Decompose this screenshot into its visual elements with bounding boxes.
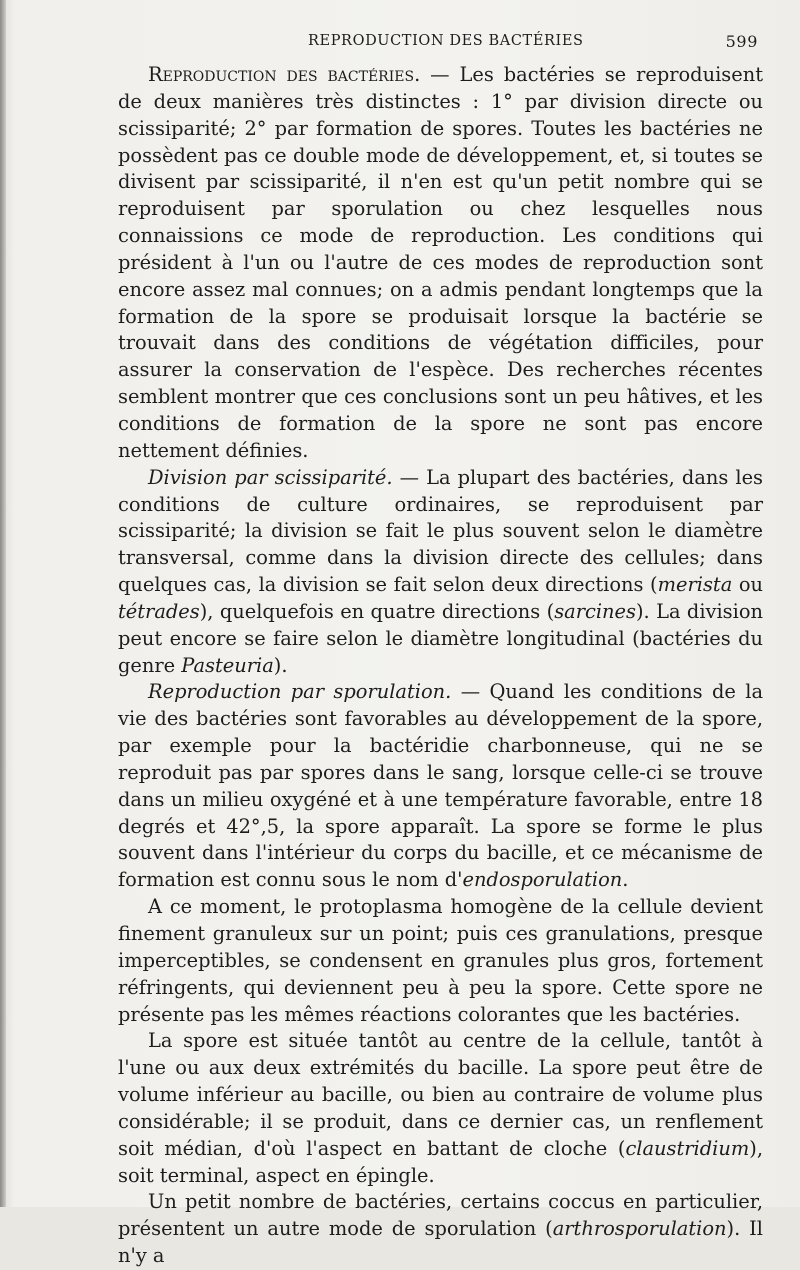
paragraph-text: La spore est située tantôt au centre de la cellule, tantôt à l'une ou aux deux extrémités du bacille. La spore peut être de volume inférieur au bacille, ou bien au contraire de volume plus considérable; il se produit, dans ce dernier cas, un renflement soit médian, d'où l'aspect en battant de cloche ( xyxy=(118,1029,763,1160)
paragraph-text: — Les bactéries se reproduisent de deux manières très distinctes : 1° par division directe ou scissiparité; 2° par formation de spores. Toutes les bactéries ne possèdent pas ce double mode de développement, et, si toutes se divisent par scissiparité, il n'en est qu'un petit nombre qui se reproduisent par sporulation ou chez lesquelles nous connaissions ce mode de reproduction. Les conditions qui président à l'un ou l'autre de ces modes de reproduction sont encore assez mal connues; on a admis pendant longtemps que la formation de la spore se produisait lorsque la bactérie se trouvait dans des conditions de végétation difficiles, pour assurer la conservation de l'espèce. Des recherches récentes semblent montrer que ces conclusions sont un peu hâtives, et les conditions de formation de la spore ne sont pas encore nettement définies. xyxy=(118,63,763,462)
paragraph-text: ou xyxy=(732,573,764,597)
body-text xyxy=(118,62,763,1270)
paragraph-division xyxy=(118,465,763,680)
paragraph-text: — Quand les conditions de la vie des bactéries sont favorables au développement de la spore, par exemple pour la bactéridie charbonneuse, qui ne se reproduit pas par spores dans le sang, lorsque celle-ci se trouve dans un milieu oxygéné et à une température favorable, entre 18 degrés et 42°,5, la spore apparaît. La spore se forme le plus souvent dans l'intérieur du corps du bacille, et ce mécanisme de formation est connu sous le nom d' xyxy=(118,680,764,892)
italic-term: Pasteuria xyxy=(181,653,274,677)
section-heading: Division par scissiparité. xyxy=(148,465,393,489)
page-number: 599 xyxy=(725,32,758,51)
paragraph-text: ), soit terminal, aspect en épingle. xyxy=(118,1136,763,1187)
paragraph-sporulation xyxy=(118,679,763,894)
italic-term: sarcines xyxy=(554,599,636,623)
paragraph-text: ). La division peut encore se faire selon le diamètre longitudinal (bactéries du genre xyxy=(118,599,763,677)
paragraph-text: — La plupart des bactéries, dans les conditions de culture ordinaires, se reproduisent par scissiparité; la division se fait le plus souvent selon le diamètre transversal, comme dans la division directe des cellules; dans quelques cas, la division se fait selon deux directions ( xyxy=(118,465,764,597)
italic-term: claustridium xyxy=(625,1136,750,1160)
section-lead: Reproduction des bactéries. xyxy=(148,63,421,86)
paragraph-reproduction xyxy=(118,62,763,465)
paragraph-spore-position xyxy=(118,1028,763,1189)
paragraph-text: . xyxy=(622,868,629,892)
italic-term: endosporulation xyxy=(462,868,623,892)
italic-term: arthrosporulation xyxy=(552,1217,727,1241)
page-header xyxy=(118,30,758,54)
italic-term: tétrades xyxy=(118,599,200,623)
italic-term: merista xyxy=(657,573,733,597)
section-heading: Reproduction par sporulation. xyxy=(148,680,452,704)
paragraph-arthrosporulation xyxy=(118,1189,763,1270)
paragraph-text: ). Il n'y a xyxy=(118,1217,763,1268)
paragraph-text: ). xyxy=(273,653,288,677)
paragraph-text: A ce moment, le protoplasma homogène de la cellule devient finement granuleux sur un point; puis ces granulations, presque imperceptibles, se condensent en granules plus gros, fortement réfringents, qui deviennent peu à peu la spore. Cette spore ne présente pas les mêmes réactions colorantes que les bactéries. xyxy=(118,895,763,1026)
paragraph-text: ), quelquefois en quatre directions ( xyxy=(199,599,555,623)
binding-edge xyxy=(0,0,6,1207)
running-title: REPRODUCTION DES BACTÉRIES xyxy=(308,33,584,49)
paragraph-protoplasma xyxy=(118,894,763,1028)
paragraph-text: Un petit nombre de bactéries, certains coccus en particulier, présentent un autre mode de sporulation ( xyxy=(118,1190,763,1241)
